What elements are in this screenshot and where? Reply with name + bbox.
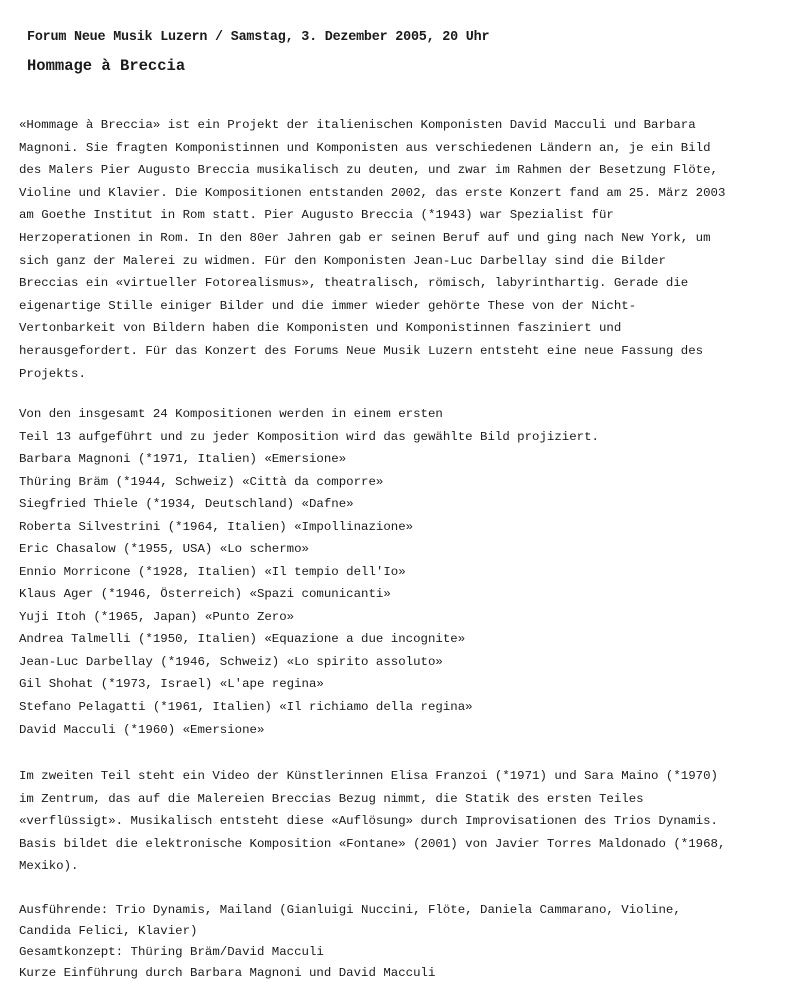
list-item: Roberta Silvestrini (*1964, Italien) «Impollinazione» [19,519,414,534]
program-list [19,448,779,741]
part-two-line: Im zweiten Teil steht ein Video der Künstlerinnen Elisa Franzoi (*1971) und Sara Maino (*1970) [19,769,718,783]
list-item: Siegfried Thiele (*1934, Deutschland) «Dafne» [19,497,354,512]
intro-line: Breccias ein «virtueller Fotorealismus», theatralisch, römisch, labyrinthartig. Gerade die [19,276,689,291]
intro-line: des Malers Pier Augusto Breccia musikalisch zu deuten, und zwar im Rahmen der Besetzung Flöte, [19,163,718,178]
program-intro-line: Teil 13 aufgeführt und zu jeder Komposition wird das gewählte Bild projiziert. [19,429,599,444]
list-item: Andrea Talmelli (*1950, Italien) «Equazione a due incognite» [19,632,466,647]
credits-line: Kurze Einführung durch Barbara Magnoni und David Macculi [19,966,436,980]
list-item: Stefano Pelagatti (*1961, Italien) «Il richiamo della regina» [19,700,473,715]
program-intro-paragraph [19,403,779,448]
list-item: Yuji Itoh (*1965, Japan) «Punto Zero» [19,609,295,624]
list-item: Eric Chasalow (*1955, USA) «Lo schermo» [19,542,309,557]
intro-line: am Goethe Institut in Rom statt. Pier Augusto Breccia (*1943) war Spezialist für [19,208,614,223]
credits-section [19,900,779,984]
credits-line: Gesamtkonzept: Thüring Bräm/David Macculi [19,945,324,959]
intro-line: Herzoperationen in Rom. In den 80er Jahren gab er seinen Beruf auf und ging nach New York, um [19,230,711,245]
intro-line: Violine und Klavier. Die Kompositionen entstanden 2002, das erste Konzert fand am 25. März 2003 [19,185,726,200]
list-item: Ennio Morricone (*1928, Italien) «Il tempio dell'Io» [19,564,406,579]
intro-line: Projekts. [19,366,86,381]
list-item: Klaus Ager (*1946, Österreich) «Spazi comunicanti» [19,587,391,602]
page-title: Hommage à Breccia [27,57,186,75]
list-item: Gil Shohat (*1973, Israel) «L'ape regina» [19,677,324,692]
intro-line: Vertonbarkeit von Bildern haben die Komponisten und Komponistinnen fasziniert und [19,321,622,336]
part-two-line: im Zentrum, das auf die Malereien Breccias Bezug nimmt, die Statik des ersten Teiles [19,791,644,806]
intro-paragraph [19,114,779,385]
intro-line: Magnoni. Sie fragten Komponistinnen und Komponisten aus verschiedenen Ländern an, je ein Bild [19,140,711,155]
part-two-line: «verflüssigt». Musikalisch entsteht diese «Auflösung» durch Improvisationen des Trios Dynamis. [19,814,718,829]
intro-line: herausgefordert. Für das Konzert des Forums Neue Musik Luzern entsteht eine neue Fassung des [19,343,704,358]
intro-line: eigenartige Stille einiger Bilder und die immer wieder gehörte These von der Nicht- [19,298,637,313]
credits-line: Ausführende: Trio Dynamis, Mailand (Gianluigi Nuccini, Flöte, Daniela Cammarano, Violine, [19,903,681,917]
list-item: Thüring Bräm (*1944, Schweiz) «Città da comporre» [19,474,384,489]
part-two-line: Mexiko). [19,859,79,874]
list-item: Barbara Magnoni (*1971, Italien) «Emersione» [19,452,347,466]
part-two-paragraph [19,765,779,878]
credits-line: Candida Felici, Klavier) [19,924,198,938]
part-two-line: Basis bildet die elektronische Komposition «Fontane» (2001) von Javier Torres Maldonado (*1968, [19,836,726,851]
list-item: Jean-Luc Darbellay (*1946, Schweiz) «Lo spirito assoluto» [19,654,443,669]
event-header: Forum Neue Musik Luzern / Samstag, 3. Dezember 2005, 20 Uhr [27,30,490,45]
list-item: David Macculi (*1960) «Emersione» [19,722,265,737]
intro-line: sich ganz der Malerei zu widmen. Für den Komponisten Jean-Luc Darbellay sind die Bilder [19,253,666,268]
intro-line: «Hommage à Breccia» ist ein Projekt der italienischen Komponisten David Macculi und Barbara [19,118,696,132]
program-intro-line: Von den insgesamt 24 Kompositionen werden in einem ersten [19,407,443,421]
